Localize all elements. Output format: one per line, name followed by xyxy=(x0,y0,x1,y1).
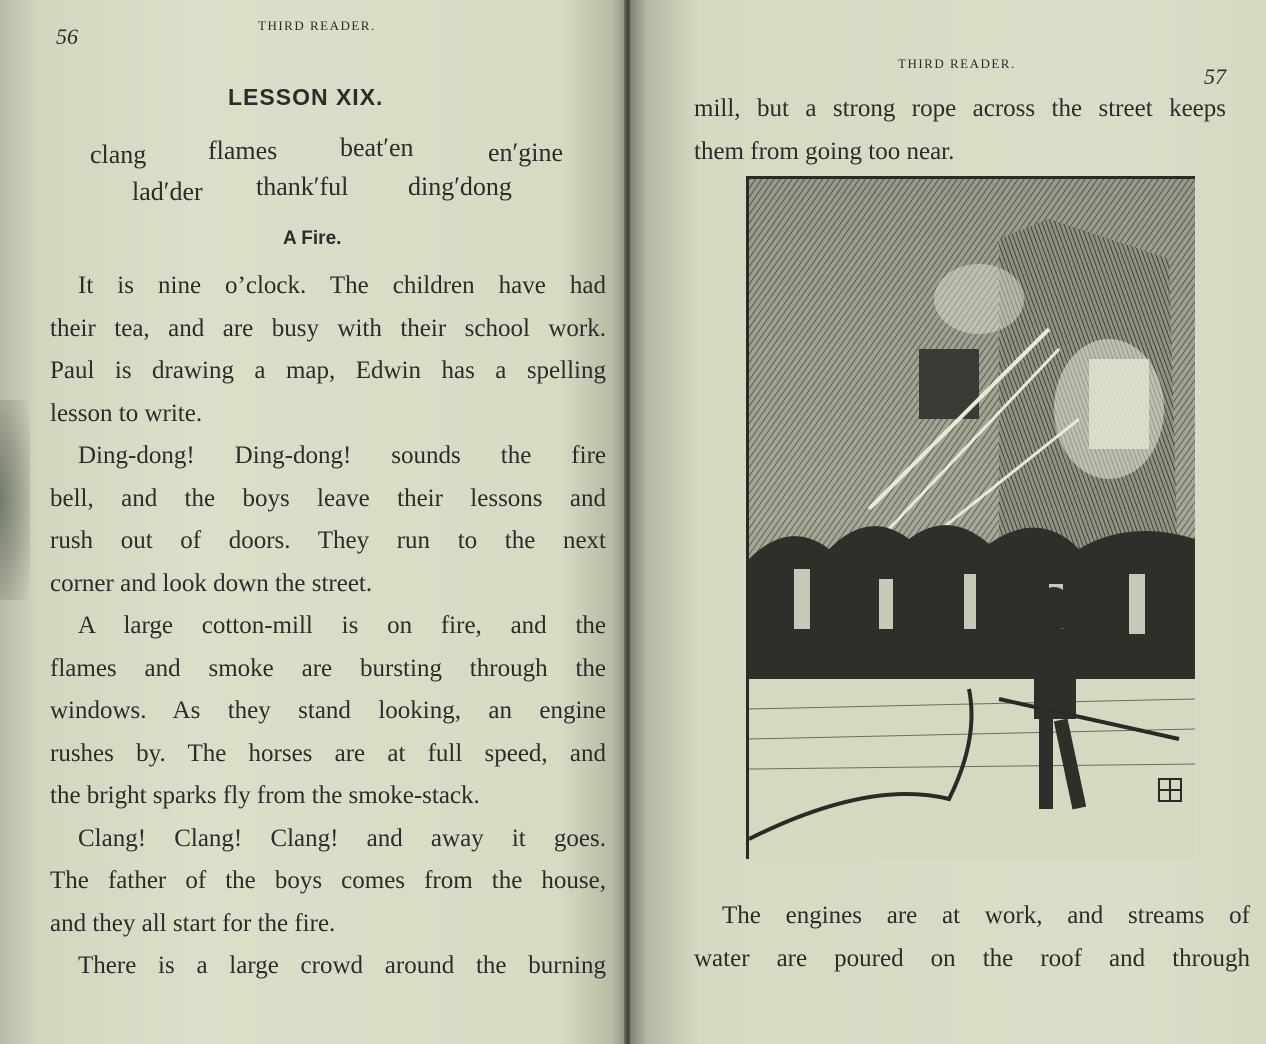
story-text xyxy=(50,265,606,988)
page-number-right: 57 xyxy=(1204,64,1226,89)
text-line: rushes by. The horses are at full speed, and xyxy=(50,739,606,767)
text-line: There is a large crowd around the burning xyxy=(78,952,606,979)
text-line: lesson to write. xyxy=(50,399,203,427)
engraving-drawing xyxy=(749,179,1195,859)
continued-text xyxy=(694,88,1226,173)
text-line: flames and smoke are bursting through the xyxy=(50,654,606,682)
text-line: Paul is drawing a map, Edwin has a spelling xyxy=(50,357,606,384)
text-line: windows. As they stand looking, an engine xyxy=(50,697,606,724)
text-line: corner and look down the street. xyxy=(50,569,373,597)
text-line: A large cotton-mill is on fire, and the xyxy=(78,612,606,639)
lesson-title: LESSON XIX. xyxy=(228,84,384,110)
running-head-right: THIRD READER. xyxy=(898,56,1016,71)
story-title: A Fire. xyxy=(283,228,342,249)
vocab-word: thank′ful xyxy=(256,172,349,201)
text-line: and they all start for the fire. xyxy=(50,909,336,937)
text-line: It is nine o’clock. The children have had xyxy=(78,272,606,299)
closing-text xyxy=(694,895,1250,980)
text-line: the bright sparks fly from the smoke-stack. xyxy=(50,782,480,809)
text-line: them from going too near. xyxy=(694,137,955,165)
left-page xyxy=(0,0,626,1044)
vocab-word: en′gine xyxy=(488,138,563,167)
text-line: water are poured on the roof and through xyxy=(694,944,1250,972)
text-line: their tea, and are busy with their school work. xyxy=(50,314,606,342)
vocab-word: clang xyxy=(90,140,147,169)
running-head-left: THIRD READER. xyxy=(258,18,376,33)
text-line: The father of the boys comes from the house, xyxy=(50,867,606,894)
text-line: bell, and the boys leave their lessons and xyxy=(50,484,606,512)
text-line: The engines are at work, and streams of xyxy=(722,902,1250,929)
vocab-word: lad′der xyxy=(132,177,203,206)
text-line: rush out of doors. They run to the next xyxy=(50,527,606,554)
text-line: Clang! Clang! Clang! and away it goes. xyxy=(78,824,606,852)
page-edge-shadow xyxy=(0,400,30,600)
page-number-left: 56 xyxy=(56,24,78,49)
text-line: mill, but a strong rope across the street keeps xyxy=(694,95,1226,122)
vocab-word: ding′dong xyxy=(408,172,512,201)
vocab-word: flames xyxy=(208,136,278,165)
fire-illustration xyxy=(746,176,1195,859)
vocab-word: beat′en xyxy=(340,133,414,162)
text-line: Ding-dong! Ding-dong! sounds the fire xyxy=(78,442,606,469)
